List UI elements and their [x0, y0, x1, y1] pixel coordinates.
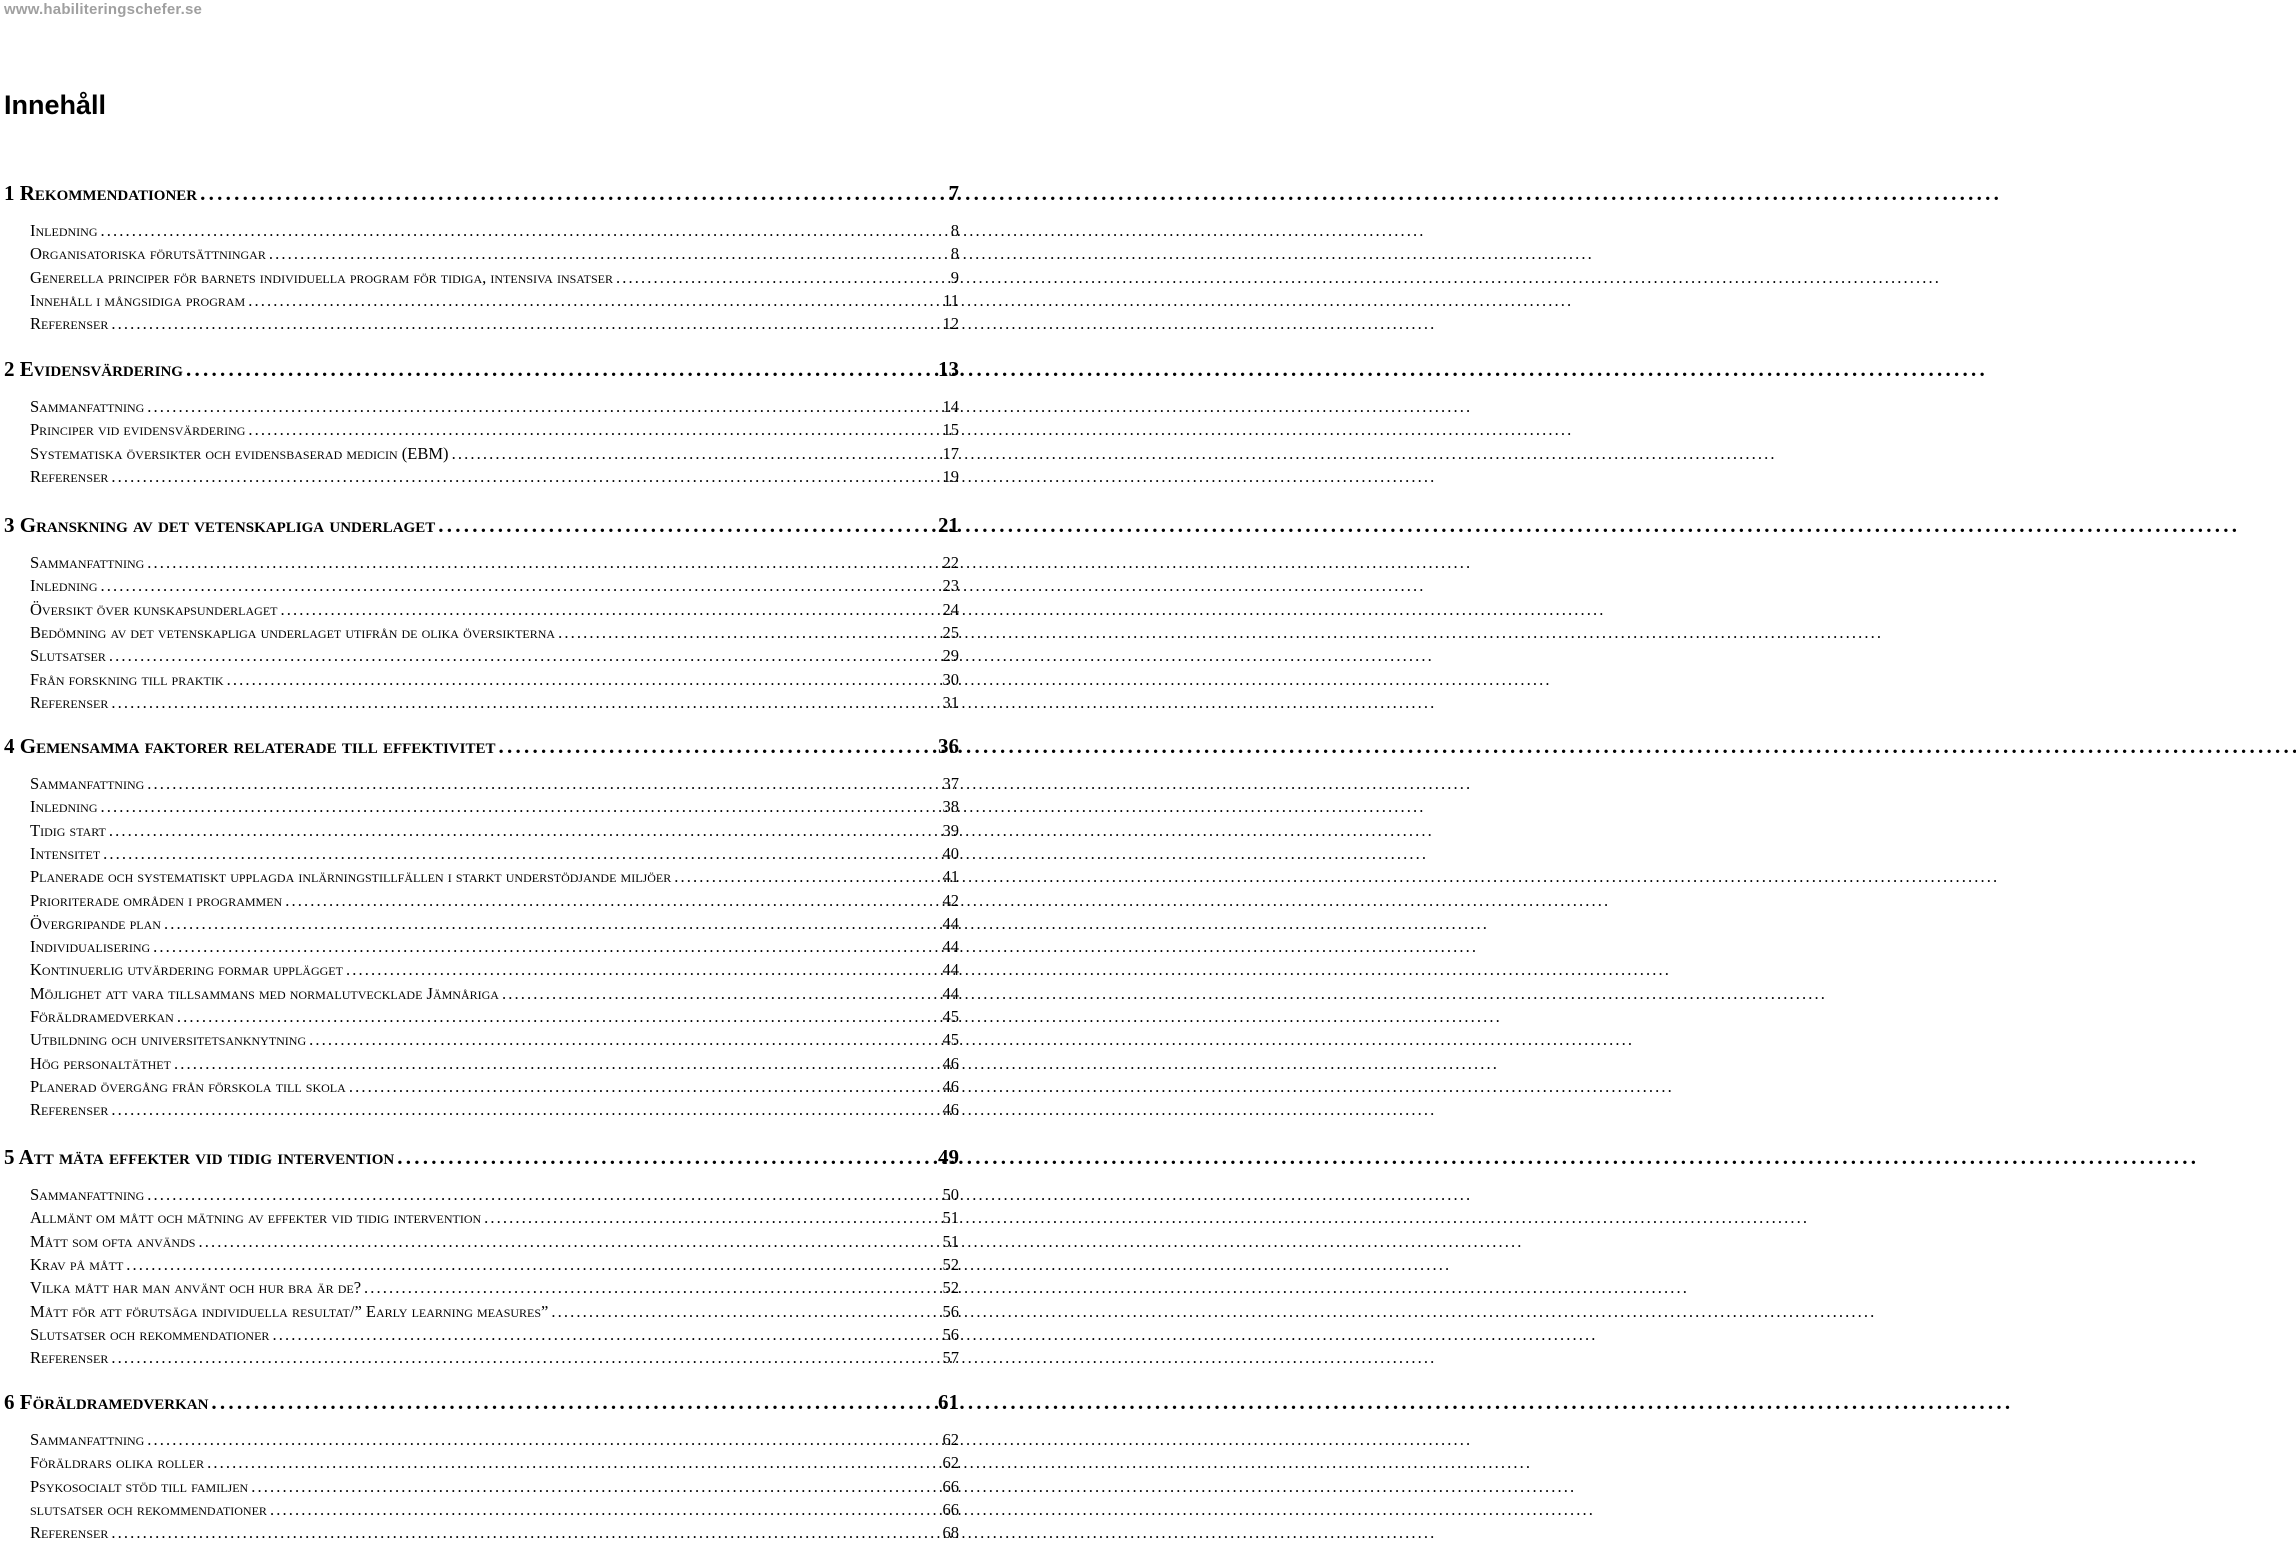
dot-leader — [109, 646, 940, 666]
toc-section-title: Generella principer för barnets individuella program för tidiga, intensiva insatser — [30, 268, 613, 287]
toc-section[interactable] — [30, 1185, 959, 1207]
toc-section-title: Intensitet — [30, 844, 101, 863]
toc-section-title: Från forskning till praktik — [30, 670, 224, 689]
toc-section-title: Inledning — [30, 221, 98, 240]
toc-section[interactable] — [30, 420, 959, 442]
toc-section-title: Referenser — [30, 693, 109, 712]
toc-section-page-number: 15 — [942, 420, 959, 439]
toc-section-title: Mått som ofta används — [30, 1232, 196, 1251]
toc-section-page-number: 30 — [942, 670, 959, 689]
dot-leader — [498, 734, 935, 759]
toc-section-title: Utbildning och universitetsanknytning — [30, 1030, 307, 1049]
toc-section-title: Individualisering — [30, 937, 151, 956]
toc-section[interactable] — [30, 1100, 959, 1122]
dot-leader — [100, 221, 947, 241]
toc-section[interactable] — [30, 1302, 959, 1324]
toc-section[interactable] — [30, 1077, 959, 1099]
toc-section-title: Referenser — [30, 1523, 109, 1542]
toc-section-page-number: 44 — [942, 937, 959, 956]
toc-section[interactable] — [30, 821, 959, 843]
dot-leader — [281, 600, 940, 620]
toc-section[interactable] — [30, 314, 959, 336]
toc-section-page-number: 51 — [942, 1208, 959, 1227]
dot-leader — [309, 1030, 939, 1050]
dot-leader — [364, 1278, 939, 1298]
toc-section[interactable] — [30, 774, 959, 796]
toc-section-title: Referenser — [30, 314, 109, 333]
toc-section-page-number: 68 — [942, 1523, 959, 1542]
toc-section-title: Inledning — [30, 797, 98, 816]
dot-leader — [147, 1185, 939, 1205]
toc-section-page-number: 62 — [942, 1430, 959, 1449]
dot-leader — [452, 444, 940, 464]
dot-leader — [346, 960, 940, 980]
toc-chapter-page-number: 61 — [938, 1390, 959, 1414]
toc-section-page-number: 62 — [942, 1453, 959, 1472]
toc-chapter-title: 1 Rekommendationer — [4, 181, 198, 205]
toc-section[interactable] — [30, 1255, 959, 1277]
toc-section-title: Allmänt om mått och mätning av effekter vid tidig intervention — [30, 1208, 482, 1227]
toc-section-page-number: 44 — [942, 960, 959, 979]
dot-leader — [100, 797, 939, 817]
toc-section-title: Sammanfattning — [30, 774, 145, 793]
toc-section[interactable] — [30, 984, 959, 1006]
dot-leader — [397, 1145, 935, 1170]
toc-section[interactable] — [30, 444, 959, 466]
toc-section-page-number: 42 — [942, 891, 959, 910]
toc-section-title: Krav på mått — [30, 1255, 124, 1274]
dot-leader — [200, 181, 945, 206]
toc-section-title: Sammanfattning — [30, 397, 145, 416]
toc-section-page-number: 52 — [942, 1255, 959, 1274]
dot-leader — [111, 1348, 939, 1368]
toc-section-title: Kontinuerlig utvärdering formar upplägget — [30, 960, 343, 979]
dot-leader — [174, 1054, 940, 1074]
toc-section-page-number: 23 — [942, 576, 959, 595]
toc-section-title: Föräldramedverkan — [30, 1007, 174, 1026]
dot-leader — [248, 291, 940, 311]
toc-section-title: Slutsatser — [30, 646, 106, 665]
toc-section-page-number: 41 — [942, 867, 959, 886]
dot-leader — [198, 1232, 939, 1252]
dot-leader — [153, 937, 939, 957]
toc-section[interactable] — [30, 1477, 959, 1499]
toc-section-page-number: 40 — [942, 844, 959, 863]
toc-chapter-page-number: 21 — [938, 513, 959, 537]
toc-chapter-title: 6 Föräldramedverkan — [4, 1390, 209, 1414]
toc-section-page-number: 45 — [942, 1030, 959, 1049]
toc-section-title: Prioriterade områden i programmen — [30, 891, 283, 910]
toc-section-page-number: 22 — [942, 553, 959, 572]
dot-leader — [147, 1430, 939, 1450]
toc-section[interactable] — [30, 891, 959, 913]
toc-chapter-title: 4 Gemensamma faktorer relaterade till effektivitet — [4, 734, 496, 758]
toc-section[interactable] — [30, 553, 959, 575]
toc-section[interactable] — [30, 1523, 959, 1545]
dot-leader — [103, 844, 939, 864]
dot-leader — [502, 984, 940, 1004]
dot-leader — [551, 1302, 939, 1322]
toc-section-title: Tidig start — [30, 821, 106, 840]
toc-section-page-number: 56 — [942, 1325, 959, 1344]
toc-section[interactable] — [30, 1430, 959, 1452]
toc-chapter[interactable] — [4, 357, 959, 385]
toc-chapter-title: 2 Evidensvärdering — [4, 357, 183, 381]
dot-leader — [111, 693, 939, 713]
toc-section[interactable] — [30, 867, 959, 889]
toc-section-page-number: 46 — [942, 1100, 959, 1119]
toc-section-page-number: 57 — [942, 1348, 959, 1367]
toc-section-title: Hög personaltäthet — [30, 1054, 171, 1073]
toc-section-title: Bedömning av det vetenskapliga underlaget utifrån de olika översikterna — [30, 623, 556, 642]
toc-section[interactable] — [30, 960, 959, 982]
toc-chapter-page-number: 7 — [948, 181, 959, 205]
toc-section[interactable] — [30, 1054, 959, 1076]
toc-section[interactable] — [30, 291, 959, 313]
toc-section[interactable] — [30, 844, 959, 866]
toc-chapter-title: 5 Att mäta effekter vid tidig intervention — [4, 1145, 395, 1169]
toc-section[interactable] — [30, 1325, 959, 1347]
dot-leader — [147, 553, 939, 573]
toc-section[interactable] — [30, 914, 959, 936]
toc-section-page-number: 8 — [950, 244, 959, 263]
dot-leader — [438, 513, 935, 538]
toc-section[interactable] — [30, 797, 959, 819]
dot-leader — [164, 914, 940, 934]
toc-section-page-number: 44 — [942, 914, 959, 933]
toc-section-page-number: 66 — [942, 1500, 959, 1519]
toc-section-title: Organisatoriska förutsättningar — [30, 244, 266, 263]
dot-leader — [147, 397, 939, 417]
toc-section[interactable] — [30, 1208, 959, 1230]
dot-leader — [111, 1100, 939, 1120]
toc-section[interactable] — [30, 1348, 959, 1370]
toc-section-title: Planerade och systematiskt upplagda inlärningstillfällen i starkt understödjande miljöer — [30, 867, 672, 886]
toc-chapter-page-number: 49 — [938, 1145, 959, 1169]
toc-section[interactable] — [30, 693, 959, 715]
dot-leader — [558, 623, 939, 643]
toc-section-title: Innehåll i mångsidiga program — [30, 291, 246, 310]
dot-leader — [272, 1325, 939, 1345]
dot-leader — [109, 821, 940, 841]
dot-leader — [269, 244, 948, 264]
dot-leader — [177, 1007, 940, 1027]
toc-section[interactable] — [30, 1030, 959, 1052]
dot-leader — [349, 1077, 940, 1097]
toc-section-page-number: 14 — [942, 397, 959, 416]
toc-section[interactable] — [30, 600, 959, 622]
toc-section-title: Principer vid evidensvärdering — [30, 420, 246, 439]
toc-section-page-number: 19 — [942, 467, 959, 486]
toc-section[interactable] — [30, 576, 959, 598]
toc-section-page-number: 46 — [942, 1054, 959, 1073]
dot-leader — [674, 867, 939, 887]
toc-chapter-page-number: 13 — [938, 357, 959, 381]
dot-leader — [100, 576, 939, 596]
toc-section-title: Referenser — [30, 1100, 109, 1119]
toc-section-page-number: 50 — [942, 1185, 959, 1204]
toc-chapter[interactable] — [4, 181, 959, 209]
toc-section[interactable] — [30, 467, 959, 489]
toc-section-title: Slutsatser och rekommendationer — [30, 1325, 270, 1344]
toc-section[interactable] — [30, 646, 959, 668]
dot-leader — [207, 1453, 939, 1473]
toc-section[interactable] — [30, 623, 959, 645]
toc-section-title: Referenser — [30, 467, 109, 486]
dot-leader — [186, 357, 935, 382]
toc-section-title: Inledning — [30, 576, 98, 595]
toc-section-page-number: 56 — [942, 1302, 959, 1321]
toc-section-title: Sammanfattning — [30, 1185, 145, 1204]
toc-section-title: Systematiska översikter och evidensbaserad medicin (EBM) — [30, 444, 449, 463]
dot-leader — [270, 1500, 940, 1520]
toc-section[interactable] — [30, 670, 959, 692]
dot-leader — [227, 670, 940, 690]
toc-section-title: Möjlighet att vara tillsammans med normalutvecklade Jämnåriga — [30, 984, 499, 1003]
dot-leader — [111, 467, 939, 487]
toc-section-title: Vilka mått har man använt och hur bra är de? — [30, 1278, 362, 1297]
toc-section-page-number: 25 — [942, 623, 959, 642]
toc-section[interactable] — [30, 1278, 959, 1300]
toc-section-title: slutsatser och rekommendationer — [30, 1500, 267, 1519]
toc-section-page-number: 66 — [942, 1477, 959, 1496]
dot-leader — [147, 774, 939, 794]
toc-section[interactable] — [30, 268, 959, 290]
toc-chapter[interactable] — [4, 1145, 959, 1173]
toc-section[interactable] — [30, 244, 959, 266]
toc-section-page-number: 46 — [942, 1077, 959, 1096]
toc-section[interactable] — [30, 1007, 959, 1029]
toc-section-page-number: 31 — [942, 693, 959, 712]
page-title: Innehåll — [4, 90, 107, 120]
dot-leader — [251, 1477, 939, 1497]
toc-chapter-page-number: 36 — [938, 734, 959, 758]
toc-section-page-number: 44 — [942, 984, 959, 1003]
toc-section-title: Övergripande plan — [30, 914, 161, 933]
toc-section[interactable] — [30, 397, 959, 419]
toc-section[interactable] — [30, 1453, 959, 1475]
dot-leader — [248, 420, 939, 440]
toc-section[interactable] — [30, 1232, 959, 1254]
toc-section-page-number: 45 — [942, 1007, 959, 1026]
site-url[interactable]: www.habiliteringschefer.se — [4, 1, 203, 18]
toc-section-title: Sammanfattning — [30, 1430, 145, 1449]
toc-chapter-title: 3 Granskning av det vetenskapliga underlaget — [4, 513, 436, 537]
toc-chapter[interactable] — [4, 1390, 959, 1418]
toc-section[interactable] — [30, 937, 959, 959]
toc-section-page-number: 52 — [942, 1278, 959, 1297]
toc-section-title: Föräldrars olika roller — [30, 1453, 205, 1472]
dot-leader — [211, 1390, 935, 1415]
toc-section-title: Planerad övergång från förskola till skola — [30, 1077, 346, 1096]
toc-section-page-number: 8 — [950, 221, 959, 240]
toc-section-page-number: 12 — [942, 314, 959, 333]
dot-leader — [111, 314, 939, 334]
toc-section-title: Översikt över kunskapsunderlaget — [30, 600, 278, 619]
dot-leader — [285, 891, 939, 911]
toc-section-page-number: 37 — [942, 774, 959, 793]
dot-leader — [126, 1255, 939, 1275]
toc-section[interactable] — [30, 1500, 959, 1522]
toc-section-page-number: 51 — [942, 1232, 959, 1251]
toc-section-title: Sammanfattning — [30, 553, 145, 572]
toc-section[interactable] — [30, 221, 959, 243]
toc-section-page-number: 29 — [942, 646, 959, 665]
toc-section-title: Psykosocialt stöd till familjen — [30, 1477, 249, 1496]
toc-section-page-number: 38 — [942, 797, 959, 816]
toc-section-page-number: 11 — [943, 291, 959, 310]
toc-section-title: Referenser — [30, 1348, 109, 1367]
dot-leader — [616, 268, 948, 288]
toc-section-page-number: 9 — [950, 268, 959, 287]
dot-leader — [111, 1523, 939, 1543]
toc-chapter[interactable] — [4, 734, 959, 762]
toc-chapter[interactable] — [4, 513, 959, 541]
toc-section-page-number: 39 — [942, 821, 959, 840]
toc-section-page-number: 24 — [942, 600, 959, 619]
toc-section-page-number: 17 — [942, 444, 959, 463]
dot-leader — [484, 1208, 939, 1228]
toc-section-title: Mått för att förutsäga individuella resultat/” Early learning measures” — [30, 1302, 549, 1321]
